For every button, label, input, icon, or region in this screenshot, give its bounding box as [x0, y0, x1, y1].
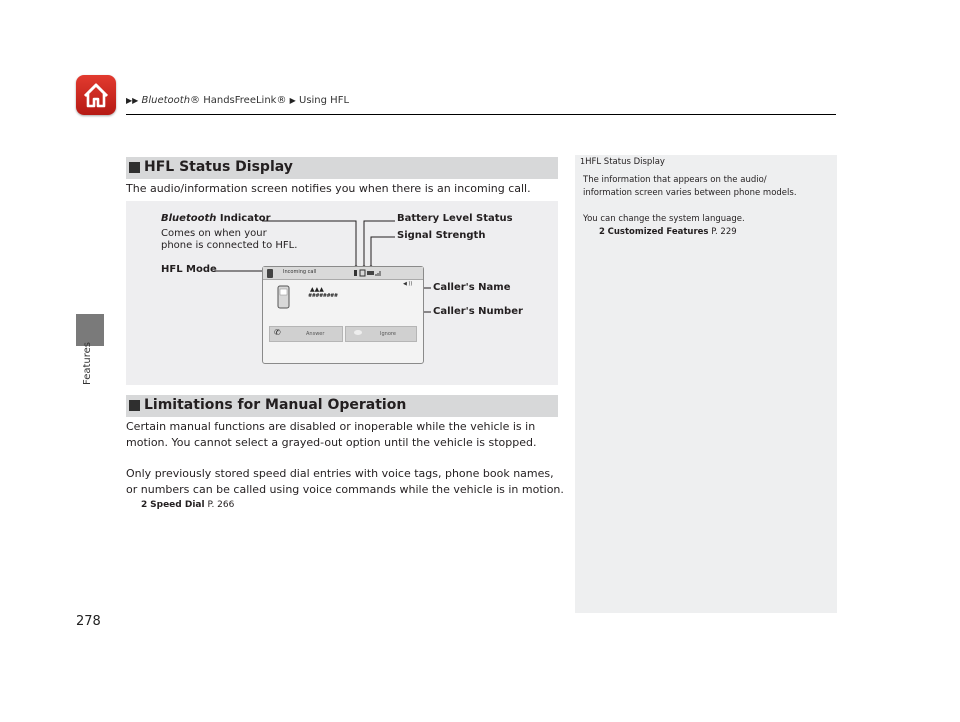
ignore-label: Ignore: [380, 331, 396, 337]
note-body: The information that appears on the audio/ information screen varies between phone models. You can change the system language. 2 Customized Features P. 229: [583, 174, 823, 239]
section-title: Limitations for Manual Operation: [144, 397, 407, 413]
section-title: HFL Status Display: [144, 159, 293, 175]
ignore-button[interactable]: [345, 326, 417, 342]
ignore-icon: [354, 330, 362, 335]
note-marker-icon: 1: [580, 157, 586, 166]
hfl-mode-icon: [266, 269, 276, 278]
answer-phone-icon: ✆: [274, 328, 281, 337]
battery-level-label: Battery Level Status: [397, 213, 513, 224]
caller-number-value: ########: [308, 293, 338, 299]
limitations-paragraph-2: Only previously stored speed dial entries with voice tags, phone book names, or numbers can be called using voice commands while the vehicle is in motion.: [126, 467, 564, 496]
hfl-mode-label: HFL Mode: [161, 264, 217, 275]
reference-arrow-icon: 2: [141, 500, 148, 510]
customized-features-reference[interactable]: 2 Customized Features P. 229: [599, 227, 737, 237]
breadcrumb-item[interactable]: ® HandsFreeLink®: [190, 95, 287, 106]
section-square-icon: [129, 400, 140, 411]
caller-name-value: ▲▲▲: [310, 286, 324, 293]
status-icons: [353, 269, 383, 278]
volume-icon: ◀ )): [403, 281, 413, 287]
hfl-status-intro: The audio/information screen notifies you when there is an incoming call.: [126, 182, 531, 195]
breadcrumb-item[interactable]: Bluetooth: [141, 95, 191, 106]
breadcrumb-item[interactable]: Using HFL: [299, 95, 350, 106]
limitations-paragraph-1: Certain manual functions are disabled or inoperable while the vehicle is in motion. You cannot select a grayed-out option until the vehicle is stopped.: [126, 420, 537, 449]
breadcrumb: ▶▶ Bluetooth® HandsFreeLink® ▶ Using HFL: [126, 95, 350, 106]
chapter-label: Features: [82, 342, 93, 385]
bt-indicator-label: Bluetooth Indicator: [161, 213, 271, 224]
speed-dial-reference[interactable]: 2 Speed Dial P. 266: [141, 500, 235, 510]
phone-icon: [277, 285, 291, 309]
answer-label: Answer: [306, 331, 325, 337]
note-title: 1HFL Status Display: [580, 157, 665, 167]
signal-strength-label: Signal Strength: [397, 230, 486, 241]
screen-title: Incoming call: [283, 269, 317, 275]
incoming-call-screen: [262, 266, 424, 364]
reference-arrow-icon: 2: [599, 227, 605, 237]
answer-button[interactable]: [269, 326, 343, 342]
bt-indicator-desc: Comes on when your phone is connected to HFL.: [161, 228, 298, 251]
section-heading-limitations: [126, 395, 558, 417]
caller-number-label: Caller's Number: [433, 306, 523, 317]
page-number: 278: [76, 614, 101, 629]
caller-name-label: Caller's Name: [433, 282, 511, 293]
